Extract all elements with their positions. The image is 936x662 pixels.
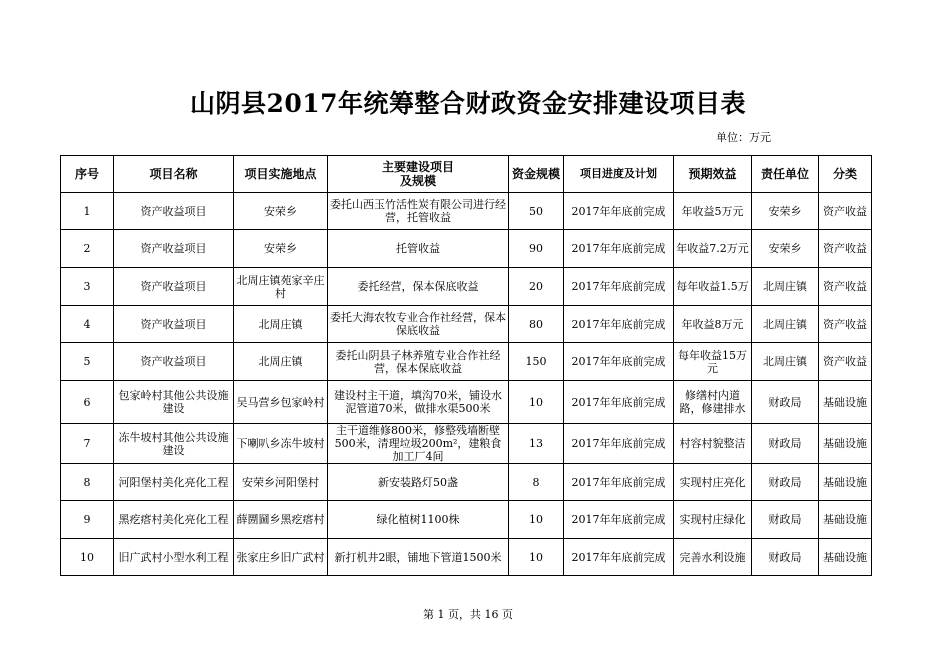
cell-progress: 2017年年底前完成 xyxy=(564,343,674,381)
cell-benefit: 实现村庄亮化 xyxy=(674,464,752,501)
cell-location: 吴马营乡包家岭村 xyxy=(234,381,328,424)
cell-category: 资产收益 xyxy=(819,230,872,268)
cell-name: 资产收益项目 xyxy=(114,306,234,343)
cell-location: 张家庄乡旧广武村 xyxy=(234,539,328,576)
cell-content: 新打机井2眼，铺地下管道1500米 xyxy=(328,539,509,576)
cell-scale: 13 xyxy=(509,424,564,464)
cell-seq: 7 xyxy=(61,424,114,464)
table-row xyxy=(61,424,872,464)
cell-content: 委托山阴县子林养殖专业合作社经营，保本保底收益 xyxy=(328,343,509,381)
cell-name: 资产收益项目 xyxy=(114,268,234,306)
table-row xyxy=(61,464,872,501)
cell-name: 旧广武村小型水利工程 xyxy=(114,539,234,576)
cell-progress: 2017年年底前完成 xyxy=(564,539,674,576)
cell-name: 包家岭村其他公共设施建设 xyxy=(114,381,234,424)
cell-unit: 安荣乡 xyxy=(752,230,819,268)
page-title: 山阴县2017年统筹整合财政资金安排建设项目表 xyxy=(189,89,747,118)
table-row xyxy=(61,539,872,576)
header-content-line2: 及规模 xyxy=(399,174,436,188)
cell-benefit: 年收益7.2万元 xyxy=(674,230,752,268)
cell-content: 委托经营，保本保底收益 xyxy=(328,268,509,306)
cell-content: 新安装路灯50盏 xyxy=(328,464,509,501)
cell-benefit: 每年收益15万元 xyxy=(674,343,752,381)
cell-scale: 50 xyxy=(509,193,564,230)
cell-seq: 1 xyxy=(61,193,114,230)
cell-name: 资产收益项目 xyxy=(114,343,234,381)
cell-content: 建设村主干道，填沟70米，铺设水泥管道70米，做排水渠500米 xyxy=(328,381,509,424)
cell-benefit: 实现村庄绿化 xyxy=(674,501,752,539)
cell-location: 安荣乡 xyxy=(234,230,328,268)
cell-location: 安荣乡河阳堡村 xyxy=(234,464,328,501)
cell-category: 基础设施 xyxy=(819,424,872,464)
header-content xyxy=(328,156,509,193)
table-row xyxy=(61,230,872,268)
cell-scale: 150 xyxy=(509,343,564,381)
cell-progress: 2017年年底前完成 xyxy=(564,501,674,539)
cell-unit: 北周庄镇 xyxy=(752,268,819,306)
cell-category: 基础设施 xyxy=(819,539,872,576)
table-row xyxy=(61,501,872,539)
table-row xyxy=(61,343,872,381)
cell-benefit: 每年收益1.5万 xyxy=(674,268,752,306)
cell-location: 下喇叭乡冻牛坡村 xyxy=(234,424,328,464)
cell-scale: 10 xyxy=(509,539,564,576)
header-scale: 资金规模 xyxy=(509,156,564,193)
table-row xyxy=(61,193,872,230)
cell-seq: 2 xyxy=(61,230,114,268)
cell-content: 绿化植树1100株 xyxy=(328,501,509,539)
header-unit: 责任单位 xyxy=(752,156,819,193)
cell-progress: 2017年年底前完成 xyxy=(564,193,674,230)
cell-progress: 2017年年底前完成 xyxy=(564,268,674,306)
cell-name: 资产收益项目 xyxy=(114,193,234,230)
cell-scale: 20 xyxy=(509,268,564,306)
cell-benefit: 年收益8万元 xyxy=(674,306,752,343)
header-progress: 项目进度及计划 xyxy=(564,156,674,193)
header-location: 项目实施地点 xyxy=(234,156,328,193)
cell-location: 北周庄镇 xyxy=(234,343,328,381)
cell-location: 薛圐圙乡黑疙瘩村 xyxy=(234,501,328,539)
cell-seq: 9 xyxy=(61,501,114,539)
cell-benefit: 修缮村内道路，修建排水 xyxy=(674,381,752,424)
cell-seq: 5 xyxy=(61,343,114,381)
cell-unit: 财政局 xyxy=(752,424,819,464)
cell-progress: 2017年年底前完成 xyxy=(564,230,674,268)
table-row xyxy=(61,306,872,343)
cell-name: 黑疙瘩村美化亮化工程 xyxy=(114,501,234,539)
cell-content: 托管收益 xyxy=(328,230,509,268)
project-table xyxy=(60,155,872,576)
table-row xyxy=(61,381,872,424)
cell-content: 委托大海农牧专业合作社经营，保本保底收益 xyxy=(328,306,509,343)
cell-benefit: 年收益5万元 xyxy=(674,193,752,230)
cell-name: 冻牛坡村其他公共设施建设 xyxy=(114,424,234,464)
table-row xyxy=(61,268,872,306)
cell-unit: 安荣乡 xyxy=(752,193,819,230)
cell-category: 资产收益 xyxy=(819,306,872,343)
cell-scale: 80 xyxy=(509,306,564,343)
cell-location: 北周庄镇苑家辛庄村 xyxy=(234,268,328,306)
page-footer: 第 1 页，共 16 页 xyxy=(423,608,513,621)
cell-name: 资产收益项目 xyxy=(114,230,234,268)
header-category: 分类 xyxy=(819,156,872,193)
cell-content: 主干道维修800米，修整残墙断壁500米，清理垃圾200m²，建粮食加工厂4间 xyxy=(328,424,509,464)
cell-location: 安荣乡 xyxy=(234,193,328,230)
cell-unit: 北周庄镇 xyxy=(752,306,819,343)
cell-seq: 4 xyxy=(61,306,114,343)
cell-progress: 2017年年底前完成 xyxy=(564,306,674,343)
cell-benefit: 完善水利设施 xyxy=(674,539,752,576)
cell-category: 基础设施 xyxy=(819,381,872,424)
cell-scale: 8 xyxy=(509,464,564,501)
cell-scale: 90 xyxy=(509,230,564,268)
cell-unit: 财政局 xyxy=(752,501,819,539)
cell-location: 北周庄镇 xyxy=(234,306,328,343)
header-content-line1: 主要建设项目 xyxy=(381,160,454,174)
unit-label: 单位：万元 xyxy=(716,131,771,144)
cell-scale: 10 xyxy=(509,501,564,539)
cell-unit: 北周庄镇 xyxy=(752,343,819,381)
cell-progress: 2017年年底前完成 xyxy=(564,424,674,464)
header-row xyxy=(61,156,872,193)
cell-category: 资产收益 xyxy=(819,268,872,306)
cell-unit: 财政局 xyxy=(752,464,819,501)
cell-seq: 6 xyxy=(61,381,114,424)
cell-category: 基础设施 xyxy=(819,464,872,501)
cell-progress: 2017年年底前完成 xyxy=(564,464,674,501)
cell-category: 资产收益 xyxy=(819,343,872,381)
cell-category: 资产收益 xyxy=(819,193,872,230)
header-seq: 序号 xyxy=(61,156,114,193)
cell-scale: 10 xyxy=(509,381,564,424)
cell-progress: 2017年年底前完成 xyxy=(564,381,674,424)
cell-seq: 3 xyxy=(61,268,114,306)
cell-name: 河阳堡村美化亮化工程 xyxy=(114,464,234,501)
cell-category: 基础设施 xyxy=(819,501,872,539)
cell-content: 委托山西玉竹活性炭有限公司进行经营，托管收益 xyxy=(328,193,509,230)
cell-seq: 10 xyxy=(61,539,114,576)
header-benefit: 预期效益 xyxy=(674,156,752,193)
cell-benefit: 村容村貌整洁 xyxy=(674,424,752,464)
cell-seq: 8 xyxy=(61,464,114,501)
header-name: 项目名称 xyxy=(114,156,234,193)
cell-unit: 财政局 xyxy=(752,539,819,576)
cell-unit: 财政局 xyxy=(752,381,819,424)
